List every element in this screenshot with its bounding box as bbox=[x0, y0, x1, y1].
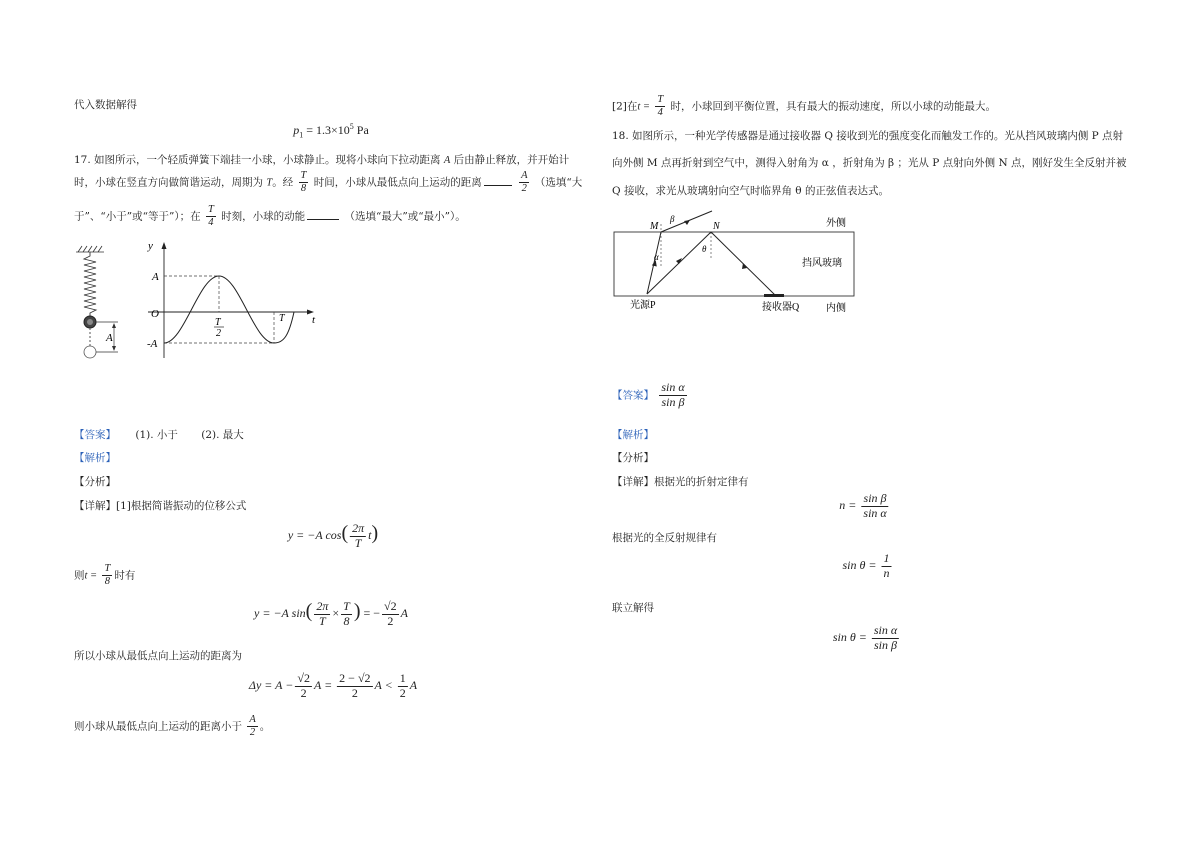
q17-line3: 于”、“小于”或“等于”）；在 $\frac{T}{4}$ 时刻，小球的动能 （选填“最大”或“最小”）。 bbox=[74, 204, 466, 229]
fenxi-tag: 【分析】 bbox=[74, 476, 116, 488]
windshield-figure bbox=[612, 208, 862, 318]
equation-sin-theta: sin θ = $\frac{1}{n}$ bbox=[842, 551, 890, 580]
label-N: N bbox=[713, 221, 720, 232]
conclusion-line: 则小球从最低点向上运动的距离小于 $\frac{A}{2}$ 。 bbox=[74, 714, 271, 739]
label-alpha: α bbox=[654, 252, 659, 262]
q18-line2: 向外侧 M 点再折射到空气中，测得入射角为 α ，折射角为 β ；光从 P 点射向外侧 N 点，刚好发生全反射并被 bbox=[612, 157, 1127, 169]
equation-delta-y: Δy = A − $\frac{√2}{2}$ A = $\frac{2 - √2}{2}$ A < $\frac{1}{2}$ A bbox=[248, 671, 418, 700]
answer-blank-1[interactable] bbox=[484, 185, 512, 186]
receiver-Q bbox=[764, 294, 784, 297]
t-axis-label: t bbox=[312, 314, 316, 326]
answer-row: 【答案】 (1). 小于 (2). 最大 bbox=[74, 429, 244, 441]
displacement-curve bbox=[164, 276, 294, 343]
label-theta: θ bbox=[702, 244, 707, 254]
equation-y-sin: y = −A sin( $\frac{2\pi}{T}$ × $\frac{T}{8}$ ) = − $\frac{√2}{2}$ A bbox=[254, 599, 408, 628]
right-column bbox=[612, 0, 1132, 849]
answer-blank-2[interactable] bbox=[307, 219, 339, 220]
then-line: 则t = $\frac{T}{8}$ 时有 bbox=[74, 563, 136, 588]
jiexi-tag: 【解析】 bbox=[74, 452, 116, 464]
equation-p1: $p_1 = 1.3\times 10^5$ Pa bbox=[293, 122, 369, 140]
q17-line2: 时，小球在竖直方向做简谐运动，周期为 T。经 $\frac{T}{8}$ 时间，小球从最低点向上运动的距离 $\frac{A}{2}$ （选填“大 bbox=[74, 170, 583, 195]
detail-line: 【详解】[1]根据简谐振动的位移公式 bbox=[74, 500, 247, 512]
q18-line1: 18. 如图所示，一种光学传感器是通过接收器 Q 接收到光的强度变化而触发工作的。光从挡风玻璃内侧 P 点射 bbox=[612, 130, 1124, 142]
so-distance-text: 所以小球从最低点向上运动的距离为 bbox=[74, 650, 242, 662]
label-glass: 挡风玻璃 bbox=[802, 258, 842, 269]
label-inner: 内侧 bbox=[826, 303, 846, 314]
ceiling-hatch bbox=[76, 246, 104, 252]
equation-y-cos: y = −A cos( $\frac{2\pi}{T}$ t) bbox=[287, 521, 379, 550]
label-negA: -A bbox=[147, 338, 158, 350]
q18-detail-line: 【详解】根据光的折射定律有 bbox=[612, 476, 749, 488]
ball-lowest-position bbox=[84, 346, 96, 358]
spring-label-A: A bbox=[106, 332, 113, 344]
label-M: M bbox=[650, 221, 659, 232]
spring bbox=[84, 252, 96, 316]
spring-graph-figure bbox=[74, 240, 334, 365]
equation-n: n = $\frac{\text{sin β}}{\text{sin α}}$ bbox=[839, 491, 887, 520]
intro-text: 代入数据解得 bbox=[74, 99, 137, 111]
tick-T2-den: 2 bbox=[216, 328, 221, 339]
combine-text: 联立解得 bbox=[612, 602, 654, 614]
label-O: O bbox=[151, 308, 159, 320]
tick-T2-num: T bbox=[215, 317, 221, 328]
q18-jiexi-tag: 【解析】 bbox=[612, 429, 654, 441]
q18-answer-row: 【答案】 $\frac{\text{sin α}}{\text{sin β}}$ bbox=[612, 380, 685, 409]
q18-line3: Q 接收，求光从玻璃射向空气时临界角 θ 的正弦值表达式。 bbox=[612, 185, 889, 197]
y-axis-label: y bbox=[148, 240, 153, 252]
label-source: 光源P bbox=[630, 300, 656, 311]
label-beta: β bbox=[670, 214, 675, 224]
tick-T: T bbox=[279, 313, 285, 324]
part2-line: [2]在t = $\frac{T}{4}$ 时，小球回到平衡位置，具有最大的振动速度，所以小球的动能最大。 bbox=[612, 94, 997, 119]
label-receiver: 接收器Q bbox=[762, 302, 800, 313]
total-reflection-text: 根据光的全反射规律有 bbox=[612, 532, 717, 544]
label-A: A bbox=[152, 271, 159, 283]
q18-fenxi-tag: 【分析】 bbox=[612, 452, 654, 464]
q17-line1: 17. 如图所示，一个轻质弹簧下端挂一小球，小球静止。现将小球向下拉动距离 A 后由静止释放，并开始计 bbox=[74, 154, 570, 166]
left-column bbox=[74, 0, 594, 849]
label-outer: 外侧 bbox=[826, 218, 846, 229]
equation-final: sin θ = $\frac{\text{sin α}}{\text{sin β}}$ bbox=[832, 623, 898, 652]
